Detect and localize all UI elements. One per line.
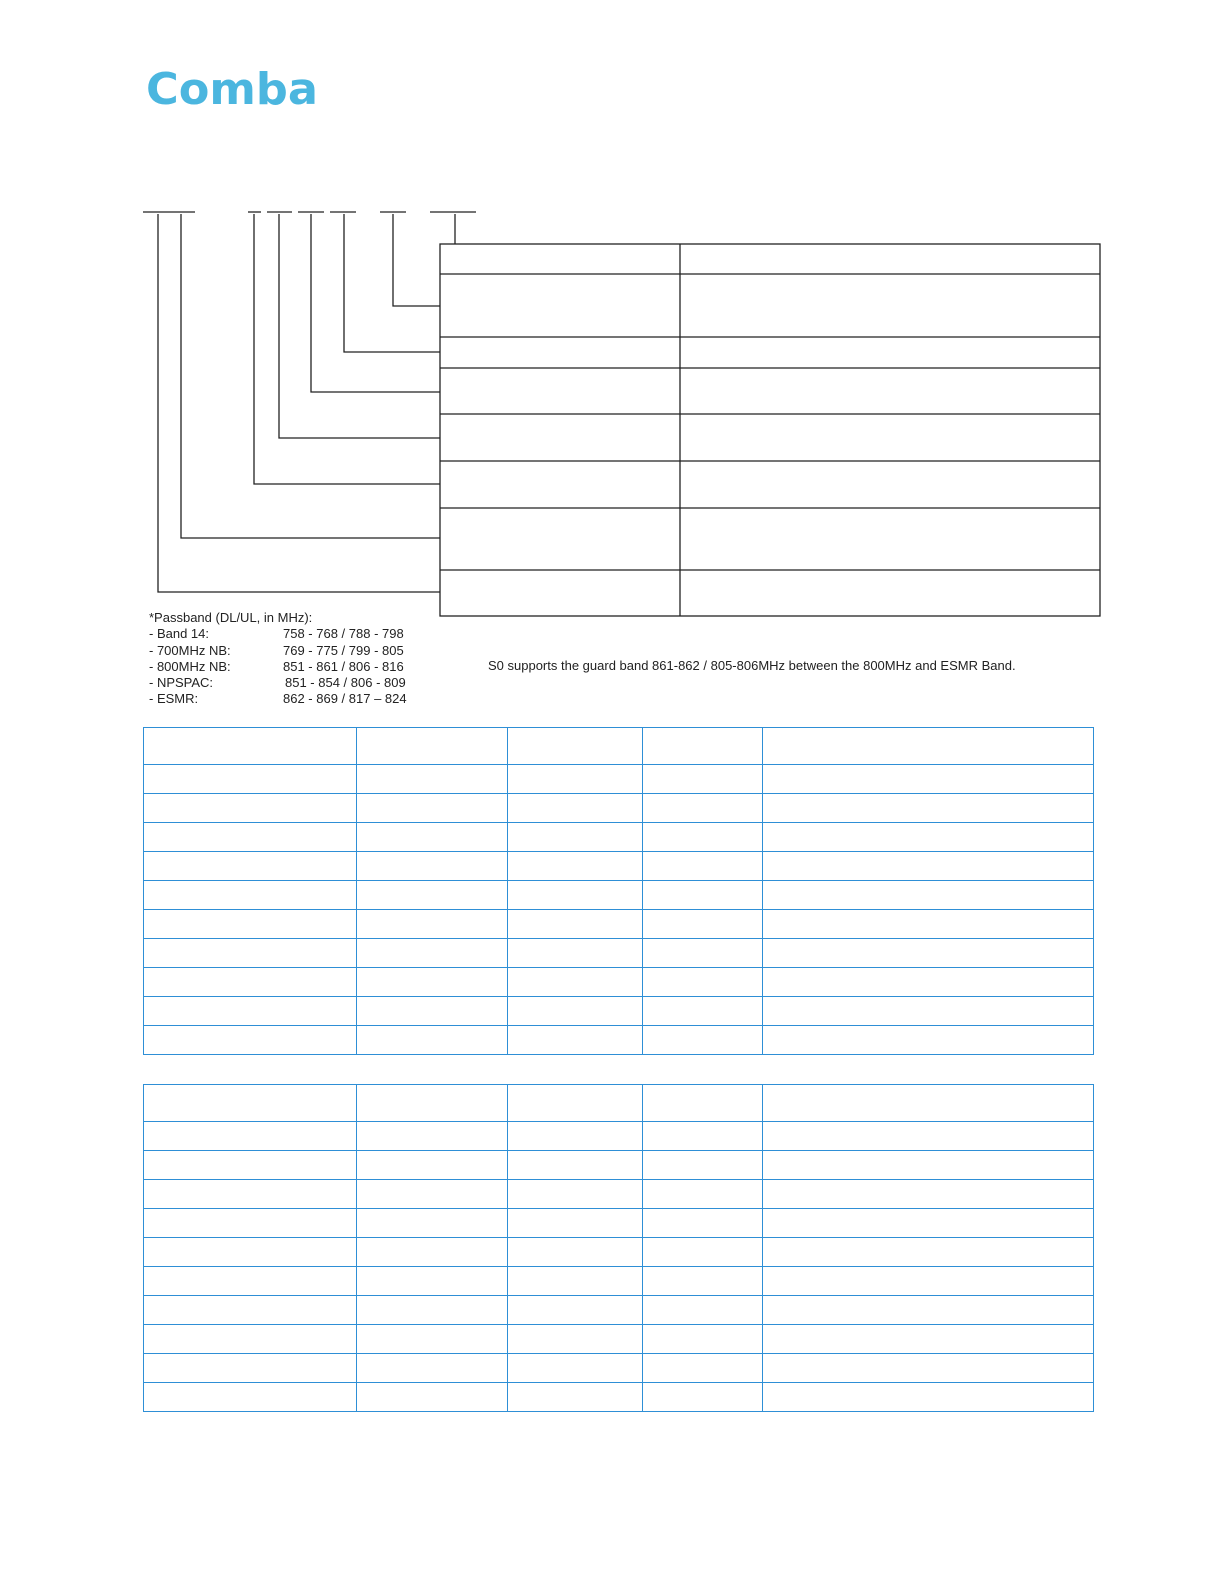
passband-notes (149, 610, 449, 708)
table-row (144, 968, 1094, 997)
passband-row (149, 643, 449, 659)
connector-5 (311, 214, 440, 392)
ordering-table-2 (143, 1084, 1094, 1412)
table-row (144, 939, 1094, 968)
code-description-table (440, 244, 1100, 616)
logo-text: Comba (146, 66, 318, 110)
table-row (144, 1122, 1094, 1151)
table-row (144, 1180, 1094, 1209)
table-row (144, 881, 1094, 910)
connector-4 (279, 214, 440, 438)
table-row (144, 1026, 1094, 1055)
band-label: - 700MHz NB: (149, 642, 231, 658)
table-row (144, 1383, 1094, 1412)
passband-row (149, 691, 449, 707)
table-row (144, 765, 1094, 794)
band-label: - ESMR: (149, 691, 199, 707)
connector-7 (393, 214, 440, 306)
passband-row (149, 659, 449, 675)
passband-row (149, 626, 449, 642)
table-row (144, 1354, 1094, 1383)
table-row (144, 1325, 1094, 1354)
table-header-row (144, 1085, 1094, 1122)
table-header-row (144, 728, 1094, 765)
connector-1 (158, 214, 440, 592)
passband-heading: *Passband (DL/UL, in MHz): (149, 610, 313, 625)
table-row (144, 1209, 1094, 1238)
table-row (144, 997, 1094, 1026)
band-label: - NPSPAC: (149, 675, 214, 691)
connector-6 (344, 214, 440, 352)
band-label: - Band 14: (149, 626, 209, 642)
passband-row (149, 675, 449, 691)
band-value: 862 - 869 / 817 – 824 (283, 691, 407, 707)
table-row (144, 794, 1094, 823)
band-value: 758 - 768 / 788 - 798 (283, 626, 404, 642)
table-row (144, 1296, 1094, 1325)
band-value: 851 - 861 / 806 - 816 (283, 658, 404, 674)
connector-3 (254, 214, 440, 484)
band-label: - 800MHz NB: (149, 658, 231, 674)
ordering-table-1 (143, 727, 1094, 1055)
band-value: 769 - 775 / 799 - 805 (283, 642, 404, 658)
table-row (144, 910, 1094, 939)
guard-band-note: S0 supports the guard band 861-862 / 805-806MHz between the 800MHz and ESMR Band. (488, 658, 1016, 673)
table-row (144, 1238, 1094, 1267)
table-row (144, 823, 1094, 852)
table-row (144, 1267, 1094, 1296)
band-value: 851 - 854 / 806 - 809 (285, 675, 406, 691)
table-row (144, 852, 1094, 881)
table-row (144, 1151, 1094, 1180)
